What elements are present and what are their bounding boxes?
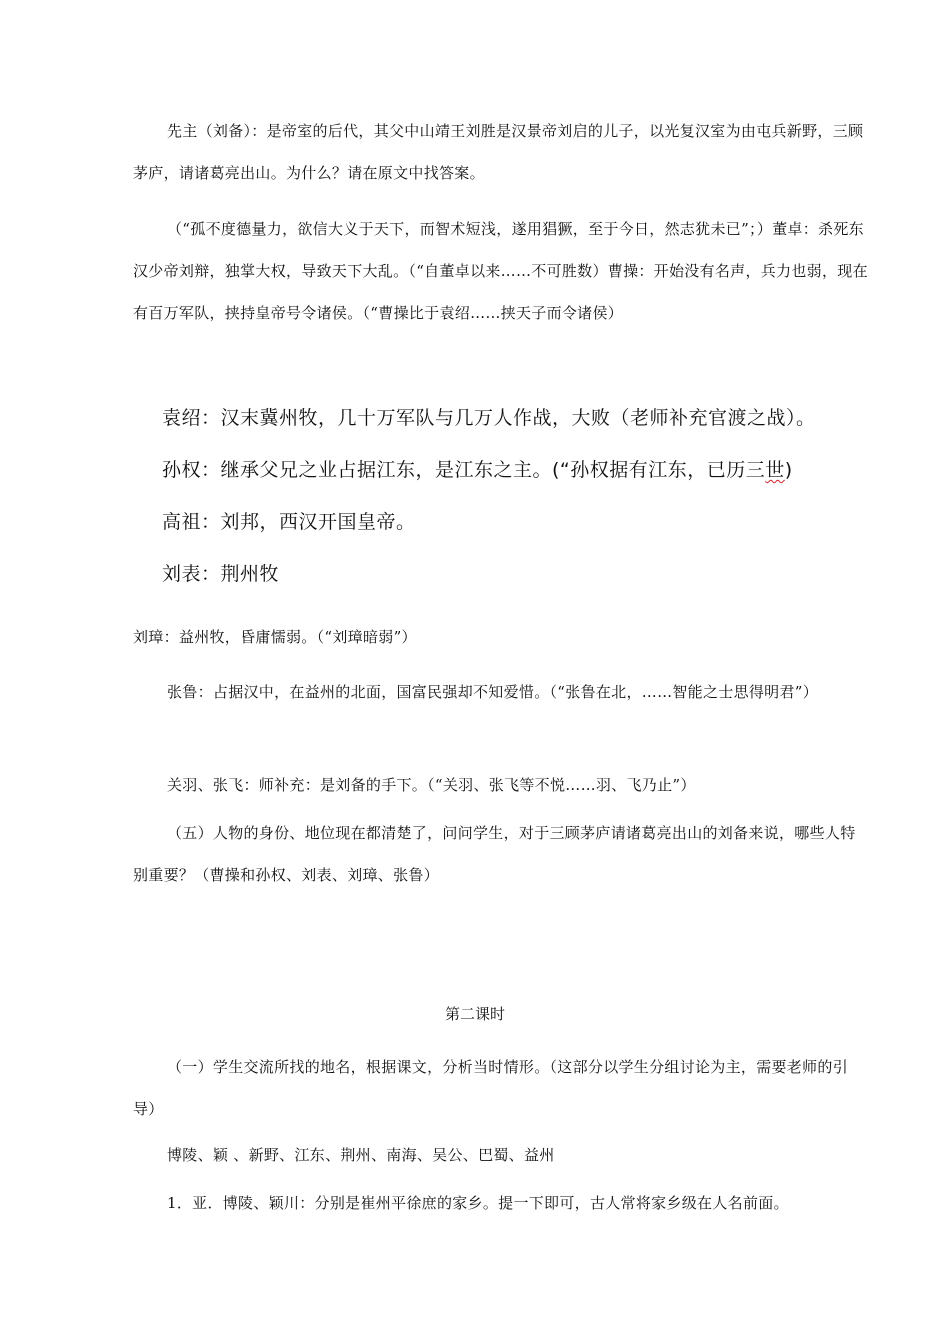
paragraph-question-five: （五）人物的身份、地位现在都清楚了，问问学生，对于三顾茅庐请诸葛亮出山的刘备来说，哪些人特别重要？（曹操和孙权、刘表、刘璋、张鲁） (133, 824, 856, 884)
paragraph-liu-zhang: 刘璋：益州牧，昏庸懦弱。（“刘璋暗弱”） (133, 628, 417, 646)
line-sun-quan-end: ) (784, 459, 793, 481)
line-gao-zu: 高祖：刘邦，西汉开国皇帝。 (162, 511, 416, 533)
paragraph-dong-zhuo-cao-cao: （“孤不度德量力，欲信大义于天下，而智术短浅，遂用猖獗，至于今日，然志犹未已”；）董卓：杀死东汉少帝刘辩，独掌大权，导致天下大乱。（“自董卓以来……不可胜数）曹操：开始没有名声，兵力也弱，现在有百万军队，挟持皇帝号令诸侯。（“曹操比于袁绍……挟天子而令诸侯） (133, 220, 868, 322)
paragraph-place-list: 博陵、颖 、新野、江东、荆州、南海、吴公、巴蜀、益州 (167, 1146, 555, 1164)
paragraph-place-names-intro: （一）学生交流所找的地名，根据课文，分析当时情形。（这部分以学生分组讨论为主，需要老师的引导） (133, 1058, 849, 1118)
paragraph-item-one: 1．亚．博陵、颖川：分别是崔州平徐庶的家乡。提一下即可，古人常将家乡级在人名前面。 (167, 1194, 789, 1212)
section-heading: 第二课时 (444, 1005, 505, 1023)
spellcheck-word: 世 (765, 459, 785, 481)
line-liu-biao: 刘表：荆州牧 (162, 563, 280, 585)
line-sun-quan (162, 456, 793, 484)
line-sun-quan-text: 孙权：继承父兄之业占据江东，是江东之主。(“孙权据有江东，已历三 (162, 459, 766, 481)
paragraph-guan-zhang: 关羽、张飞：师补充：是刘备的手下。（“关羽、张飞等不悦……羽、飞乃止”） (167, 776, 696, 794)
paragraph-zhang-lu: 张鲁：占据汉中，在益州的北面，国富民强却不知爱惜。（“张鲁在北，……智能之士思得明君”） (167, 683, 819, 701)
line-yuan-shao: 袁绍：汉末冀州牧，几十万军队与几万人作战，大败（老师补充官渡之战）。 (162, 407, 816, 429)
paragraph-liu-bei: 先主（刘备）：是帝室的后代，其父中山靖王刘胜是汉景帝刘启的儿子，以光复汉室为由屯兵新野，三顾茅庐，请诸葛亮出山。为什么？请在原文中找答案。 (133, 122, 864, 182)
